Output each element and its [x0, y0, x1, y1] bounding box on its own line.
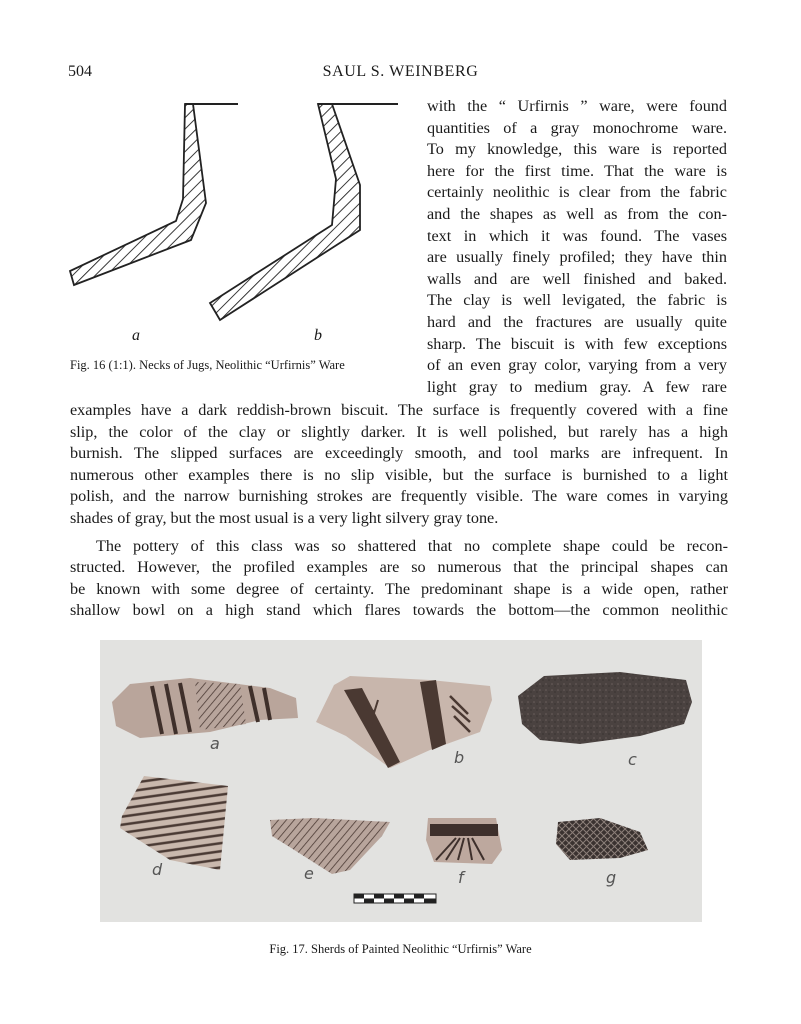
text-line: examples have a dark reddish-brown biscuit. The surface is frequently covered with a fine: [70, 401, 728, 419]
figure-16: [60, 95, 410, 345]
sherd-f: [426, 818, 502, 864]
figure-17-photo: [100, 640, 702, 922]
sherd-c-label: c: [628, 750, 637, 769]
text-line: here for the first time. That the ware is: [427, 161, 727, 180]
text-line: The clay is well levigated, the fabric is: [427, 291, 727, 310]
sherd-e-label: e: [304, 864, 314, 883]
text-line: numerous other examples there is no slip visible, but the surface is burnished to a light: [70, 465, 728, 484]
sherd-d: [120, 776, 228, 870]
text-line: quantities of a gray monochrome ware.: [427, 118, 727, 137]
body-text: [70, 400, 728, 622]
text-line: light gray to medium gray. A few rare: [427, 377, 727, 396]
text-line: The pottery of this class was so shattered that no complete shape could be recon-: [96, 536, 728, 555]
text-line: polish, and the narrow burnishing strokes are frequently visible. The ware comes in varying: [70, 487, 728, 506]
text-line: walls and are well finished and baked.: [427, 269, 727, 288]
sherd-g-label: g: [606, 868, 617, 887]
sherd-b-label: b: [454, 748, 465, 767]
right-column-text: [427, 96, 727, 398]
sherd-d-label: d: [152, 860, 163, 879]
text-line: shallow bowl on a high stand which flares towards the bottom—the common neolithic: [70, 601, 728, 620]
running-head: SAUL S. WEINBERG: [322, 63, 479, 80]
text-line: and the shapes as well as from the con-: [427, 204, 727, 223]
sherd-g: [556, 818, 648, 860]
text-line: are usually finely profiled; they have thin: [427, 248, 727, 267]
text-line: burnish. The slipped surfaces are exceedingly smooth, and tool marks are infrequent. In: [70, 444, 728, 463]
text-line: structed. However, the profiled examples are so numerous that the principal shapes can: [70, 558, 728, 577]
sherd-a-label: a: [210, 734, 220, 753]
figure-16-caption: Fig. 16 (1:1). Necks of Jugs, Neolithic “Urfirnis” Ware: [70, 358, 345, 372]
sherd-a: [112, 678, 298, 738]
text-line: shades of gray, but the most usual is a very light silvery gray tone.: [70, 508, 499, 527]
text-line: sharp. The biscuit is with few exceptions: [427, 334, 727, 353]
sherd-f-label: f: [458, 868, 464, 887]
sherd-e: [270, 818, 390, 874]
jug-neck-profiles-drawing: [60, 95, 410, 345]
text-line: To my knowledge, this ware is reported: [427, 140, 727, 159]
text-line: of an even gray color, varying from a very: [427, 356, 727, 375]
sherd-c: [518, 672, 692, 744]
profile-a: [70, 104, 238, 285]
sherd-b: [316, 676, 492, 768]
text-line: be known with some degree of certainty. The predominant shape is a wide open, rather: [70, 579, 728, 598]
text-line: text in which it was found. The vases: [427, 226, 727, 245]
text-line: hard and the fractures are usually quite: [427, 312, 727, 331]
profile-b-label: b: [314, 327, 322, 344]
scale-bar: [354, 894, 436, 903]
profile-b: [210, 104, 398, 320]
text-line: slip, the color of the clay or slightly darker. It is well polished, but rarely has a high: [70, 422, 728, 441]
profile-a-label: a: [132, 327, 140, 344]
text-line: certainly neolithic is clear from the fabric: [427, 183, 727, 202]
figure-17-caption: Fig. 17. Sherds of Painted Neolithic “Urfirnis” Ware: [269, 942, 532, 956]
text-line: with the “ Urfirnis ” ware, were found: [427, 97, 727, 115]
page-number: 504: [68, 63, 92, 80]
